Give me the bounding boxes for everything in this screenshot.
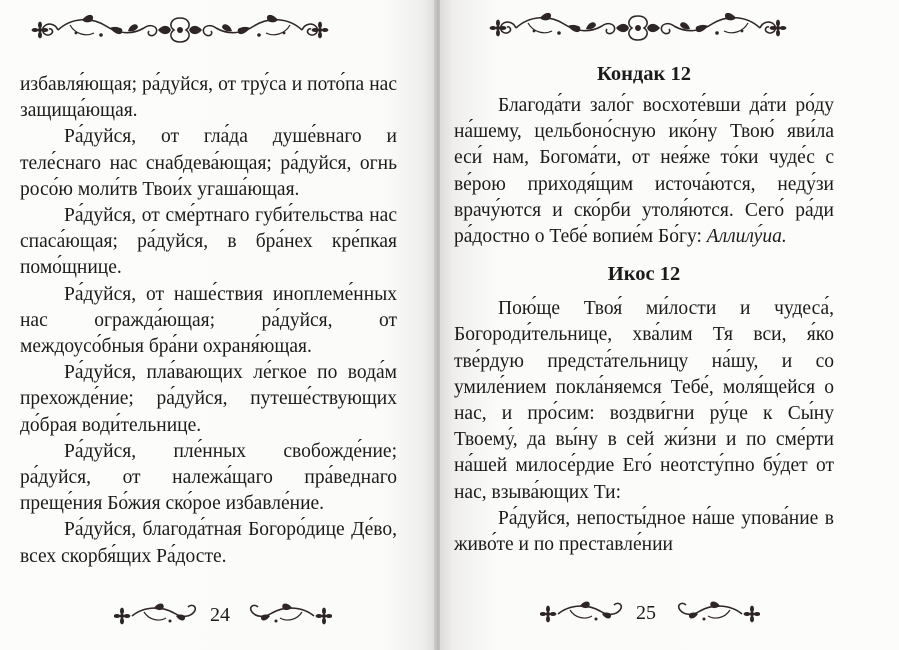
- paragraph: Ра́дуйся, пла́вающих ле́гкое по вода́м прехожде́ние; ра́дуйся, путеше́ствующих до́брая води́тельнице.: [20, 362, 397, 436]
- right-page: [440, 0, 899, 650]
- ikos-title: Икос 12: [607, 263, 681, 286]
- left-page-text: [20, 72, 397, 570]
- paragraph: Ра́дуйся, пле́нных свобожде́ние; ра́дуйся, от належа́щаго пра́веднаго преще́ния Бо́жия ско́рое избавле́ние.: [20, 440, 397, 515]
- paragraph: избавля́ющая; ра́дуйся, от тру́са и пото́па нас защища́ющая.: [20, 74, 397, 122]
- footer-ornament-left-b: [242, 600, 332, 632]
- header-ornament-right: [488, 6, 788, 50]
- kontakion-text: Благода́ти зало́г восхоте́вши да́ти ро́ду на́шему, цельбоно́сную ико́ну Твою́ яви́ла еси́ нам, Богома́ти, от нея́же то́ки чуде́с с ве́рою приходя́щим источа́ются, неду́зи врачу́ются и ско́рби утоля́ются. Сего́ ра́ди ра́достно о Тебе́ вопие́м Бо́гу:: [454, 95, 834, 248]
- paragraph: Ра́дуйся, от наше́ствия иноплеме́нных нас огражда́ющая; ра́дуйся, от междоусо́бныя бра́ни охраня́ющая.: [20, 283, 397, 358]
- left-page: [0, 0, 436, 650]
- kontakion-paragraph: [454, 93, 834, 250]
- ikos-paragraph: Пою́ще Твоя́ ми́лости и чудеса́, Богороди́тельнице, хва́лим Тя вси, я́ко тве́рдую предста́тельницу на́шу, и со умиле́нием покла́няемся Тебе́, моля́щейся о нас, и про́сим: воздви́гни ру́це к Сы́ну Твоему́, да вы́ну в сей жи́зни и по сме́рти на́шей милосе́рдие Его́ неотсту́пно бу́дет от нас, взыва́ющих Ти:: [454, 298, 834, 503]
- page-number: 24: [210, 604, 230, 626]
- paragraph: Ра́дуйся, благода́тная Богоро́дице Де́во, всех скорбя́щих Ра́досте.: [20, 519, 397, 567]
- ikos-paragraph: Ра́дуйся, непосты́дное на́ше упова́ние в живо́те и по преставле́нии: [454, 507, 834, 556]
- right-page-text: [454, 60, 834, 558]
- footer-ornament-left-a: [114, 600, 204, 632]
- footer-ornament-right-b: [670, 598, 760, 630]
- paragraph: Ра́дуйся, от гла́да душе́внаго и теле́снаго нас снабдева́ющая; ра́дуйся, огнь росо́ю моли́тв Твои́х угаша́ющая.: [20, 126, 397, 200]
- paragraph: Ра́дуйся, от сме́ртнаго губи́тельства нас спаса́ющая; ра́дуйся, в бра́нех кре́пкая помо́щнице.: [20, 205, 397, 279]
- kontakion-title: Кондак 12: [597, 63, 691, 85]
- footer-ornament-right-a: [540, 598, 630, 630]
- page-number: 25: [636, 602, 656, 624]
- header-ornament-left: [30, 8, 330, 52]
- kontakion-alleluia: Аллилу́иа.: [706, 226, 787, 248]
